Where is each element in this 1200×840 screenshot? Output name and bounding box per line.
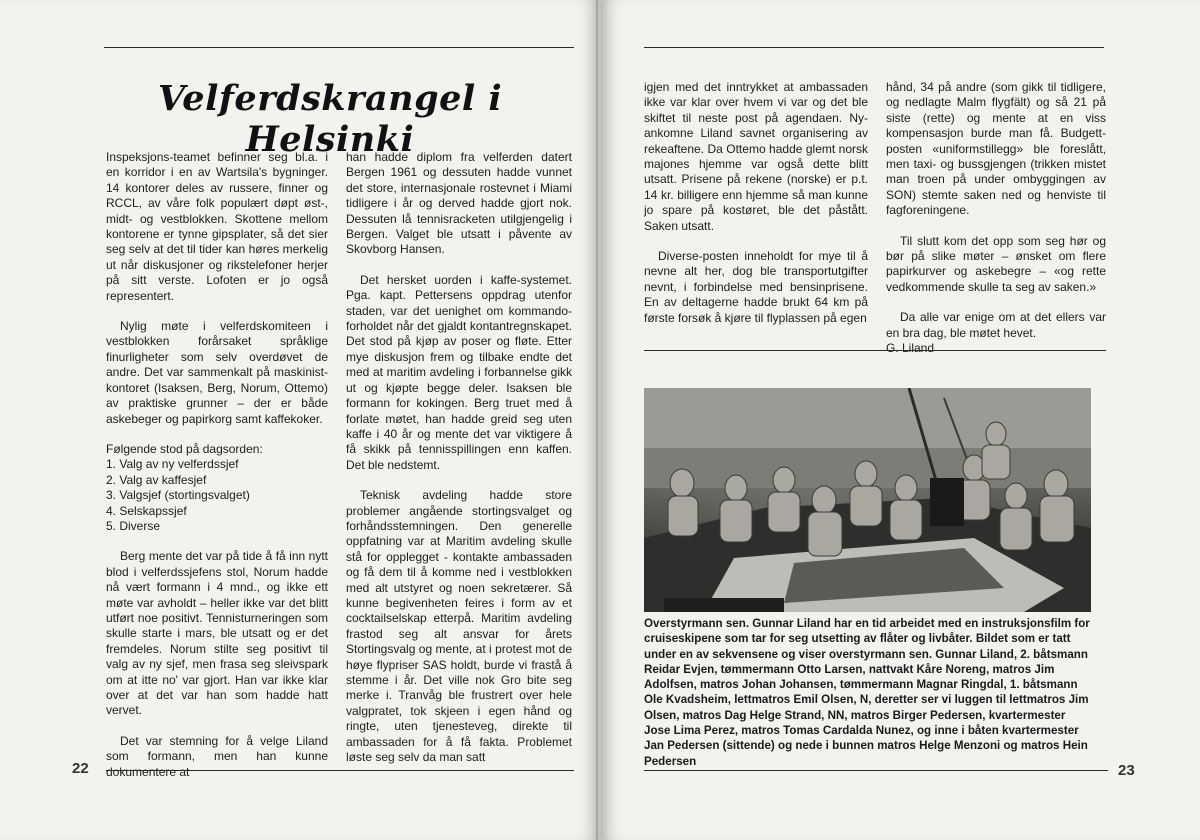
- photo-illustration: [644, 388, 1091, 612]
- left-column-1: [106, 150, 328, 795]
- agenda-list: [106, 457, 328, 534]
- top-rule: [644, 47, 1104, 48]
- list-item: 5. Diverse: [106, 518, 161, 533]
- list-item: 4. Selskapssjef: [106, 503, 187, 518]
- bottom-rule: [644, 770, 1108, 771]
- page-number: 23: [1118, 762, 1135, 779]
- list-item: 1. Valg av ny velferdssjef: [106, 457, 239, 472]
- article-title: Velferdskrangel i Helsinki: [157, 78, 503, 160]
- paragraph: Da alle var enige om at det ellers var en bra dag, ble møtet hevet.: [886, 310, 1106, 340]
- right-column-2: [886, 80, 1106, 372]
- paragraph: igjen med det inntrykket at ambassaden ikke var klar over hvem vi var og det ble skiftet til neste post på agendaen. Ny-ankomne Liland savnet organisering av rekeaftene. Da Ottemo hadde glemt norsk majones hjemme var også dette blitt utsatt. Prisene på rekene (norske) er p.t. 14 kr. billigere enn hjemme så man kunne jo spare på kostøret, ble det påstått. Saken utsatt.: [644, 80, 868, 233]
- paragraph: hånd, 34 på andre (som gikk til tidligere, og nedlagte Malm flygfält) og så 21 på siste (rette) og mente at en viss kompensasjon burde man få. Budgett-posten «uniformstillegg» ble foreslått, men taxi- og bussgjengen (trikken mistet man troen på under ombyggingen av SON) stemte saken ned og henviste til fagforeningene.: [886, 80, 1106, 218]
- paragraph: Det hersket uorden i kaffe-systemet. Pga. kapt. Pettersens oppdrag utenfor staden, var det uenighet om kommando-forholdet når det gjaldt kontantregnskapet. Det stod på kjøp av poser og fløte. Etter mye diskusjon frem og tilbake endte det med at maritim avdeling i forbannelse gikk ut og kjøpte begge deler. Isaksen ble formann for kokingen. Berg truet med å forlate møtet, han hadde greid seg uten kaffe i 40 år og mente det var viktigere å få skikk på tennisspillingen enn kaffen. Det ble nedstemt.: [346, 272, 572, 472]
- paragraph: Det var stemning for å velge Liland som formann, men han kunne dokumentere at: [106, 733, 328, 779]
- section-rule: [644, 350, 1106, 351]
- left-column-2: [346, 150, 572, 780]
- agenda-heading: Følgende stod på dagsorden:: [106, 441, 263, 456]
- left-page: [0, 0, 598, 840]
- photo-caption: Overstyrmann sen. Gunnar Liland har en tid arbeidet med en instruksjonsfilm for cruiseskipene som tar for seg utsetting av flåter og livbåter. Bildet som er tatt under en av sekvensene og viser overstyrmann sen. Gunnar Liland, 2. båtsmann Reidar Evjen, tømmermann Otto Larsen, nattvakt Kåre Noreng, matros Jim Adolfsen, matros Johan Johansen, tømmermann Magnar Ringdal, 1. båtsmann Ole Kvadsheim, lettmatros Emil Olsen, N, deretter ser vi luggen til lettmatros Jim Olsen, matros Dag Helge Strand, NN, matros Birger Pedersen, kvartermester Jose Lima Perez, matros Tomas Cardalda Nunez, og inne i båten kvartermester Jan Pedersen (sittende) og nede i bunnen matros Helge Menzoni og matros Hein Pedersen: [644, 617, 1090, 768]
- paragraph: Til slutt kom det opp som seg hør og bør på slike møter – ønsket om flere papirkurver og askebegre – «og rette vedkommende skulle ta seg av saken.»: [886, 233, 1106, 294]
- paragraph: Inspeksjons-teamet befinner seg bl.a. i en korridor i en av Wartsila's bygninger. 14 kontorer deles av russere, finner og RCCL, av våre folk populært døpt øst-, midt- og vestblokken. Skottene mellom kontorene er tynne gipsplater, så det sier seg selv at det til tider kan høres merkelig ut når diskusjoner og rikstelefoner herjer på sitt verste. Lofoten er jo også representert.: [106, 150, 328, 303]
- paragraph: Diverse-posten inneholdt for mye til å nevne alt her, dog ble transportutgifter nevnt, i forbindelse med bensinprisene. En av deltagerne hadde brukt 64 km på første forsøk å kjøre til flyplassen på egen: [644, 249, 868, 325]
- crew-boat-photo: [644, 388, 1091, 612]
- paragraph: Nylig møte i velferdskomiteen i vestblokken forårsaket språklige finurligheter som selv overdøvet de andre. Det var sammenkalt på maskinist-kontoret (Isaksen, Berg, Norum, Ottemo) av praktiske grunner – der er både askebeger og papirkorg samt kaffekoker.: [106, 319, 328, 426]
- paragraph: Berg mente det var på tide å få inn nytt blod i velferdssjefens stol, Norum hadde nå vært formann i 4 mnd., og ikke ett møte var avholdt – heller ikke var det blitt utført noe positivt. Tennisturneringen som skulle starte i mars, ble utsatt og er det fremdeles. Norum stilte seg positivt til valg av ny sjef, men frasa seg sleivspark om at itte no' var gjort. Han var ikke klar over at det var han som hadde hatt vervet.: [106, 549, 328, 718]
- paragraph: Teknisk avdeling hadde store problemer angående stortingsvalget og forhåndsstemningen. Den generelle oppfatning var at Maritim avdeling skulle stå for opplegget - kontakte ambassaden og få dem til å komme ned i vestblokken med alt utstyret og noen sekretærer. Så kunne begivenheten feires i form av et cocktailselskap etterpå. Maritim avdeling frastod seg alt ansvar for årets Stortingsvalg og mente, at i protest mot de høye flypriser SAS holdt, burde vi frastå å stemme i år. Det ville nok Gro bite seg merke i. Tranvåg ble frustrert over hele valgpratet, tok skjeen i egen hånd og ringte, uten tjenesteveg, direkte til ambassaden for å få fakta. Problemet løste seg selv da man satt: [346, 488, 572, 765]
- list-item: 2. Valg av kaffesjef: [106, 472, 207, 487]
- list-item: 3. Valgsjef (stortingsvalget): [106, 488, 250, 503]
- signature: G. Liland: [886, 341, 935, 356]
- top-rule: [104, 47, 574, 48]
- page-number: 22: [72, 760, 89, 777]
- right-column-1: [644, 80, 868, 341]
- bottom-rule: [106, 770, 574, 771]
- paragraph: han hadde diplom fra velferden datert Bergen 1961 og dessuten hadde vunnet det store, internasjonale rostevnet i Miami tidligere i år og derved hadde gjort nok. Dessuten lå tennisracketen utilgjengelig i Bergen. Valget ble utsatt i påvente av Skovborg Hansen.: [346, 150, 572, 257]
